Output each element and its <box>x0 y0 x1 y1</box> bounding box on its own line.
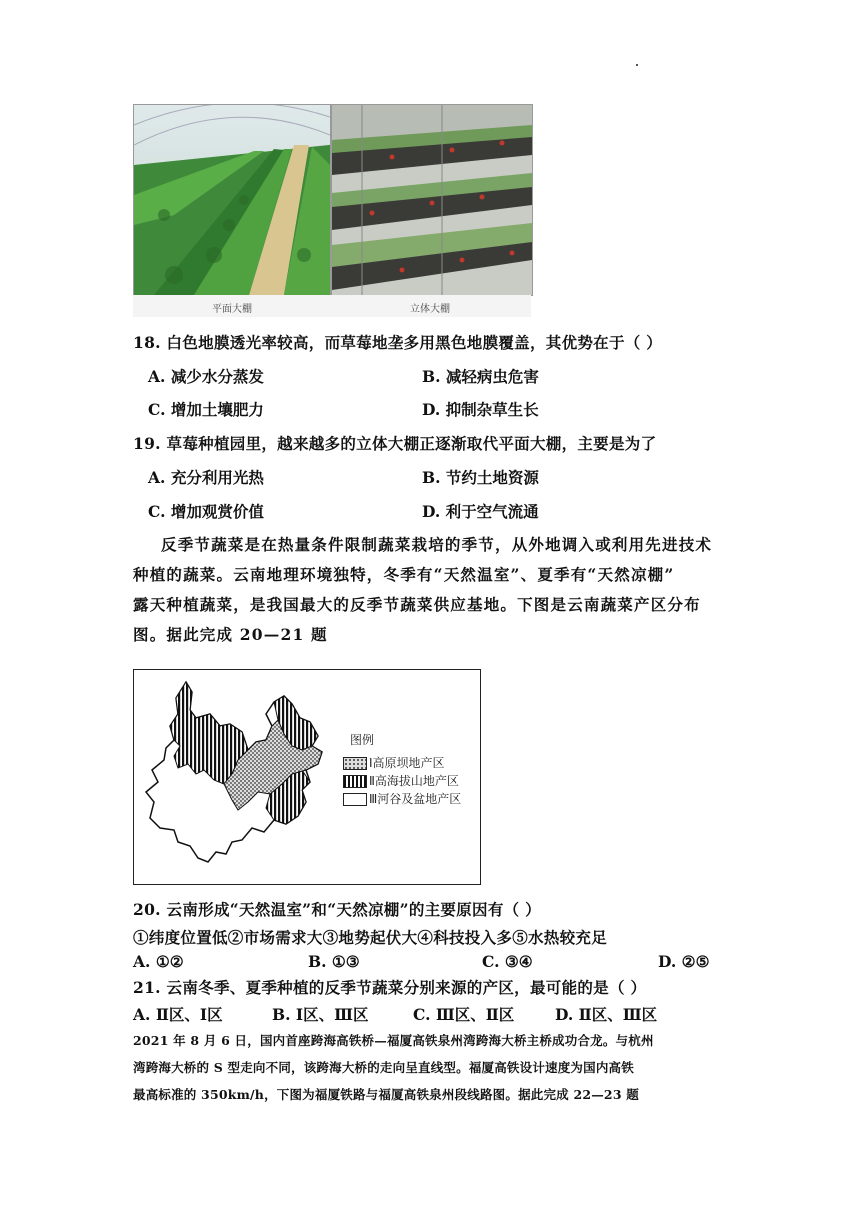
passage-1-line-2: 种植的蔬菜。云南地理环境独特，冬季有“天然温室”、夏季有“天然凉棚” <box>133 565 675 584</box>
flat-greenhouse-photo <box>133 104 331 296</box>
question-21-option-a: A. Ⅱ区、Ⅰ区 <box>133 1005 223 1024</box>
question-19-option-c: C. 增加观赏价值 <box>148 502 264 521</box>
question-21-option-b: B. Ⅰ区、Ⅲ区 <box>272 1005 369 1024</box>
legend-label-valley: Ⅲ河谷及盆地产区 <box>369 792 462 806</box>
legend-swatch-plateau <box>343 757 367 770</box>
question-20-option-c: C. ③④ <box>482 952 533 971</box>
flat-greenhouse-image <box>134 105 330 295</box>
question-19-option-d: D. 利于空气流通 <box>422 502 539 521</box>
passage-1 <box>133 530 733 650</box>
flat-greenhouse-caption: 平面大棚 <box>212 304 252 315</box>
question-18-stem: 18. 白色地膜透光率较高，而草莓地垄多用黑色地膜覆盖，其优势在于（ ） <box>133 333 663 352</box>
vertical-greenhouse-caption: 立体大棚 <box>410 304 450 315</box>
passage-2-line-2: 湾跨海大桥的 S 型走向不同，该跨海大桥的走向呈直线型。福厦高铁设计速度为国内高铁 <box>133 1060 634 1075</box>
photo-caption-strip <box>133 295 531 317</box>
question-21-stem: 21. 云南冬季、夏季种植的反季节蔬菜分别来源的产区，最可能的是（ ） <box>133 978 647 997</box>
legend-label-plateau: Ⅰ高原坝地产区 <box>369 756 445 770</box>
question-19-stem: 19. 草莓种植园里，越来越多的立体大棚正逐渐取代平面大棚，主要是为了 <box>133 434 657 453</box>
question-18-option-b: B. 减轻病虫危害 <box>422 367 539 386</box>
legend-swatch-highland <box>343 775 367 788</box>
question-18-option-a: A. 减少水分蒸发 <box>148 367 264 386</box>
passage-1-line-3: 露天种植蔬菜，是我国最大的反季节蔬菜供应基地。下图是云南蔬菜产区分布 <box>133 595 701 614</box>
passage-2-line-3: 最高标准的 350km/h，下图为福厦铁路与福厦高铁泉州段线路图。据此完成 22—23 题 <box>133 1087 639 1102</box>
question-21-option-d: D. Ⅱ区、Ⅲ区 <box>555 1005 658 1024</box>
question-18-option-d: D. 抑制杂草生长 <box>422 400 539 419</box>
question-20-statements: ①纬度位置低②市场需求大③地势起伏大④科技投入多⑤水热较充足 <box>133 928 608 947</box>
passage-1-line-4: 图。据此完成 20—21 题 <box>133 625 328 644</box>
map-legend-title: 图例 <box>350 733 375 747</box>
passage-2 <box>133 1027 733 1108</box>
vertical-greenhouse-image <box>332 105 532 295</box>
question-19-option-b: B. 节约土地资源 <box>422 468 539 487</box>
question-20-option-b: B. ①③ <box>308 952 360 971</box>
question-20-stem: 20. 云南形成“天然温室”和“天然凉棚”的主要原因有（ ） <box>133 900 541 919</box>
page-mark-dot <box>636 64 638 66</box>
passage-1-line-1: 反季节蔬菜是在热量条件限制蔬菜栽培的季节，从外地调入或利用先进技术 <box>161 535 713 554</box>
question-19-option-a: A. 充分利用光热 <box>148 468 264 487</box>
yunnan-vegetable-map <box>133 669 481 885</box>
vertical-greenhouse-photo <box>331 104 533 296</box>
legend-label-highland: Ⅱ高海拔山地产区 <box>369 774 459 788</box>
question-21-option-c: C. Ⅲ区、Ⅱ区 <box>413 1005 515 1024</box>
question-18-option-c: C. 增加土壤肥力 <box>148 400 264 419</box>
question-20-option-a: A. ①② <box>133 952 184 971</box>
passage-2-line-1: 2021 年 8 月 6 日，国内首座跨海高铁桥—福厦高铁泉州湾跨海大桥主桥成功合龙。与杭州 <box>133 1033 654 1048</box>
legend-swatch-valley <box>343 793 367 806</box>
question-20-option-d: D. ②⑤ <box>658 952 710 971</box>
